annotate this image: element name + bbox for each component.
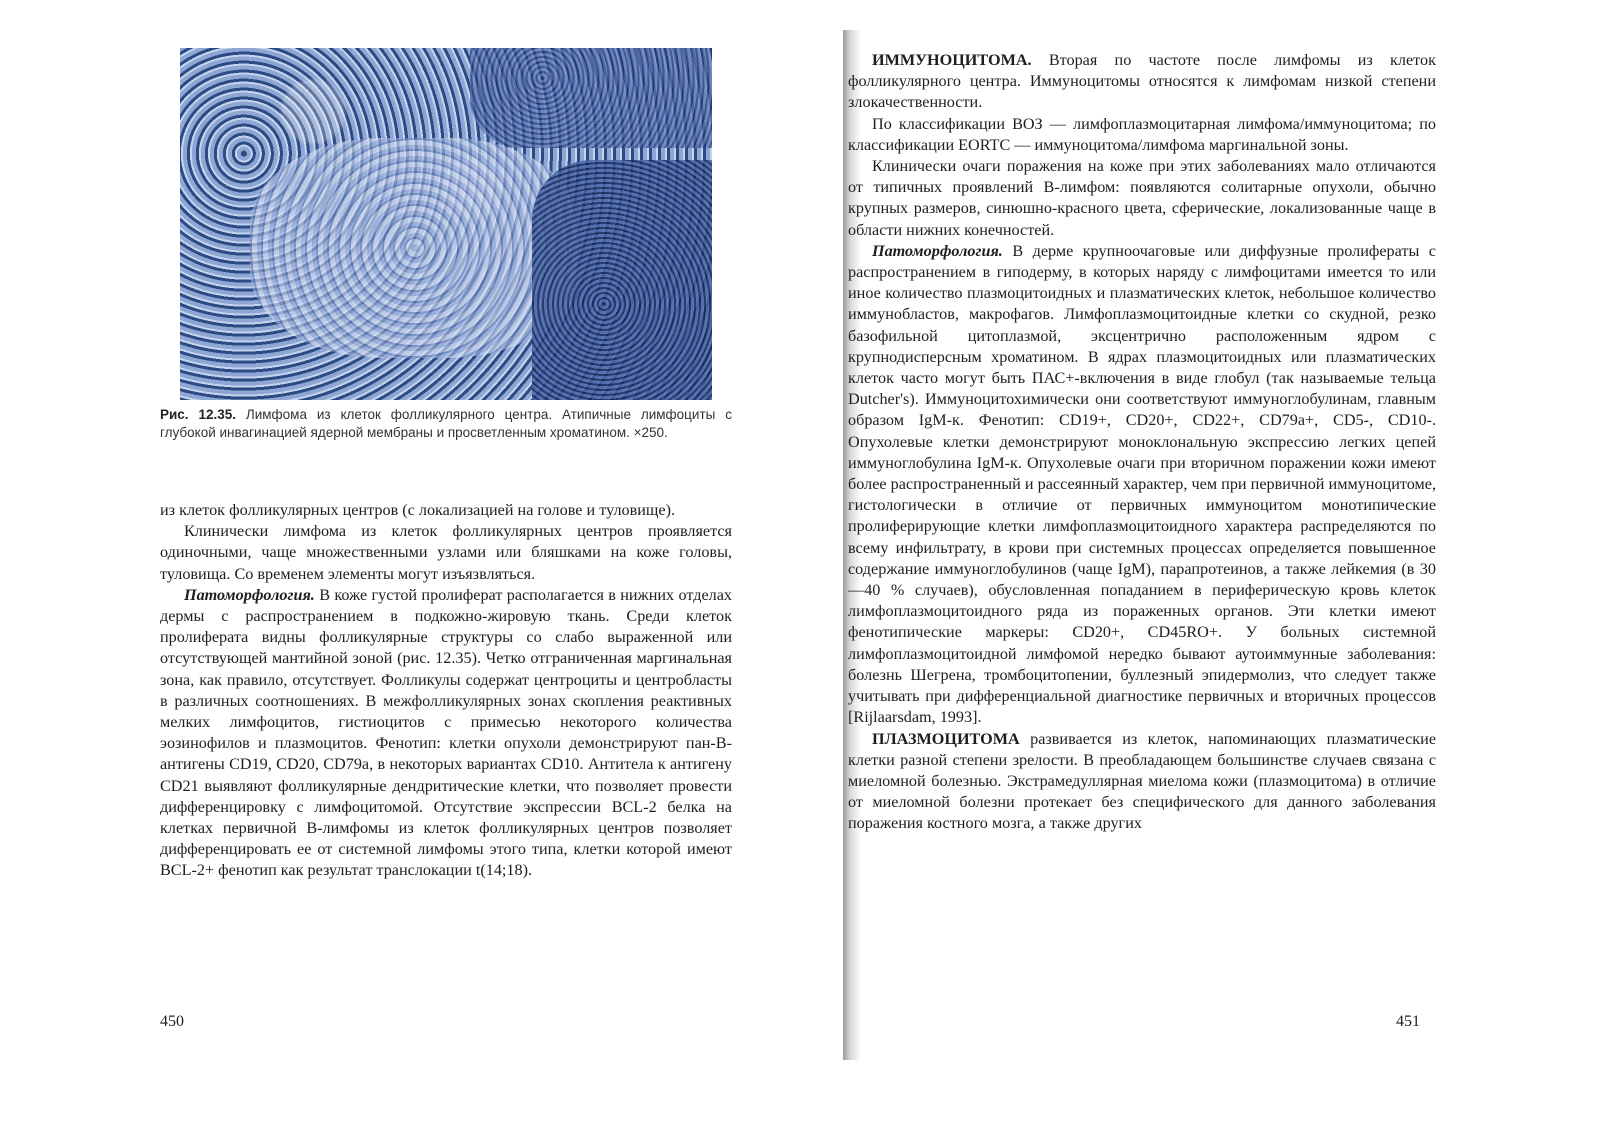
micrograph-figure xyxy=(180,48,712,400)
figure-caption xyxy=(160,406,732,442)
paragraph: ИММУНОЦИТОМА. Вторая по частоте после лимфомы из клеток фолликулярного центра. Иммуноцитомы относятся к лимфомам низкой степени злокачественности. xyxy=(848,51,1436,112)
paragraph: По классификации ВОЗ — лимфоплазмоцитарная лимфома/иммуноцитома; по классификации EORTC — иммуноцитома/лимфома маргинальной зоны. xyxy=(848,114,1436,154)
section-heading: Патоморфология. xyxy=(872,241,1003,260)
figure-label: Рис. 12.35. xyxy=(160,407,236,422)
section-title: ИММУНОЦИТОМА. xyxy=(872,51,1032,69)
lymphocyte-dense-area-top xyxy=(470,48,712,148)
section-title: ПЛАЗМОЦИТОМА xyxy=(872,729,1020,748)
figure-caption-text: Лимфома из клеток фолликулярного центра. Атипичные лимфоциты с глубокой инвагинацией ядерной мембраны и просветленным хроматином. ×250. xyxy=(160,407,732,440)
section-heading: Патоморфология. xyxy=(184,585,315,604)
paragraph: Клинически лимфома из клеток фолликулярных центров проявляется одиночными, чаще множественными узлами или бляшками на коже головы, туловища. Со временем элементы могут изъязвляться. xyxy=(160,522,732,583)
paragraph: из клеток фолликулярных центров (с локализацией на голове и туловище). xyxy=(160,501,676,519)
paragraph: Клинически очаги поражения на коже при этих заболеваниях мало отличаются от типичных проявлений В-лимфом: появляются солитарные опухоли, обычно крупных размеров, синюшно-красного цвета, сферические, локализованные чаще в области нижних конечностей. xyxy=(848,157,1436,239)
left-body-text xyxy=(160,500,732,882)
page-number-left: 450 xyxy=(160,1013,184,1030)
paragraph: ПЛАЗМОЦИТОМА развивается из клеток, напоминающих плазматические клетки разной степени зрелости. В преобладающем большинстве случаев связана с миеломной болезнью. Экстрамедуллярная миелома кожи (плазмоцитома) в отличие от миеломной болезни протекает без специфического для данного заболевания поражения костного мозга, а также других xyxy=(848,729,1436,833)
lymphocyte-dense-area-right xyxy=(532,160,712,400)
page-number-right: 451 xyxy=(1396,1013,1420,1030)
paragraph: Патоморфология. В дерме крупноочаговые или диффузные пролифераты с распространением в гиподерму, в которых наряду с лимфоцитами имеется то или иное количество плазмоцитоидных и плазматических клеток, небольшое количество иммунобластов, макрофагов. Лимфоплазмоцитоидные клетки со скудной, резко базофильной цитоплазмой, эксцентрично расположенным ядром с крупнодисперсным хроматином. В ядрах плазмоцитоидных или плазматических клеток часто могут быть ПАС+-включения в виде глобул (так называемые тельца Dutcher's). Иммуноцитохимически они соответствуют иммуноглобулинам, главным образом IgM-к. Фенотип: CD19+, CD20+, CD22+, CD79a+, CD5-, CD10-. Опухолевые клетки демонстрируют моноклональную экспрессию легких цепей иммуноглобулина IgM-к. Опухолевые очаги при вторичном поражении кожи имеют более распространенный и рассеянный характер, чем при первичной иммуноцитоме, гистологически в отличие от первичных иммуноцитом монотипические пролиферирующие клетки лимфоплазмоцитоидного характера распределяются по всему инфильтрату, в крови при системных процессах определяется повышенное содержание иммуноглобулинов (чаще IgM), парапротеинов, а также лейкемия (в 30—40 % случаев), обусловленная попаданием в периферическую кровь клеток лимфоплазмоцитоидного ряда из пораженных органов. Эти клетки имеют фенотипические маркеры: CD20+, CD45RO+. У больных системной лимфоплазмоцитоидной лимфомой нередко бывают аутоиммунные заболевания: болезнь Шегрена, тромбоцитопении, буллезный эпидермолиз, что следует также учитывать при дифференциальной диагностике первичных и вторичных процессов [Rijlaarsdam, 1993]. xyxy=(848,241,1436,727)
paragraph: Патоморфология. В коже густой пролиферат располагается в нижних отделах дермы с распространением в подкожно-жировую ткань. Среди клеток пролиферата видны фолликулярные структуры со слабо выраженной или отсутствующей мантийной зоной (рис. 12.35). Четко отграниченная маргинальная зона, как правило, отсутствует. Фолликулы содержат центроциты и центробласты в различных соотношениях. В межфолликулярных зонах скопления реактивных мелких лимфоцитов, гистиоцитов с примесью некоторого количества эозинофилов и плазмоцитов. Фенотип: клетки опухоли демонстрируют пан-В-антигены CD19, CD20, CD79a, в некоторых вариантах CD10. Антитела к антигену CD21 выявляют фолликулярные дендритические клетки, что позволяет провести дифференцировку с лимфоцитомой. Отсутствие экспрессии BCL-2 белка на клетках первичной В-лимфомы из клеток фолликулярных центров позволяет дифференцировать ее от системной лимфомы этого типа, клетки которой имеют BCL-2+ фенотип как результат транслокации t(14;18). xyxy=(160,585,732,880)
follicle-light-area xyxy=(250,138,580,358)
right-body-text xyxy=(848,50,1436,835)
